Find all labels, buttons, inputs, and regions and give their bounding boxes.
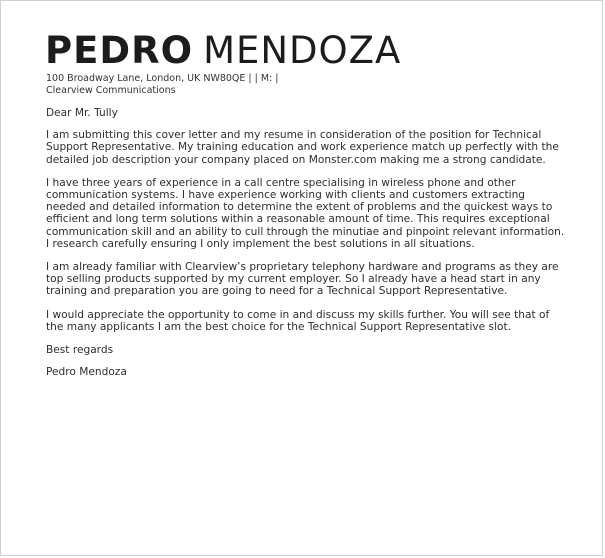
- last-name: MENDOZA: [203, 29, 402, 72]
- company-line: Clearview Communications: [46, 85, 176, 96]
- paragraph-2: I have three years of experience in a call centre specialising in wireless phone and other communication systems. I have experience working with clients and customers extracting needed and detailed information to determine the extent of problems and the quickest ways to efficient and long term solutions within a reasonable amount of time. This requires exceptional communication skill and an ability to cull through the minutiae and pinpoint relevant information. I research carefully ensuring I only implement the best solutions in all situations.: [46, 176, 565, 250]
- paragraph-4: I would appreciate the opportunity to come in and discuss my skills further. You will see that of the many applicants I am the best choice for the Technical Support Representative slot.: [46, 308, 550, 333]
- paragraph-3: I am already familiar with Clearview’s proprietary telephony hardware and programs as they are top selling products supported by my current employer. So I already have a head start in any training and preparation you are going to need for a Technical Support Representative.: [46, 261, 559, 298]
- contact-block: [46, 73, 279, 97]
- first-name: PEDRO: [45, 29, 194, 72]
- applicant-name: [45, 30, 401, 72]
- address-line: 100 Broadway Lane, London, UK NW80QE | | M: |: [46, 73, 279, 84]
- signature: Pedro Mendoza: [46, 366, 127, 379]
- salutation: Dear Mr. Tully: [46, 107, 118, 119]
- paragraph-1: I am submitting this cover letter and my resume in consideration of the position for Technical Support Representative. My training education and work experience match up perfectly with the detailed job description your company placed on Monster.com making me a strong candidate.: [46, 129, 559, 166]
- closing: Best regards: [46, 344, 114, 357]
- letter-body: [46, 107, 566, 389]
